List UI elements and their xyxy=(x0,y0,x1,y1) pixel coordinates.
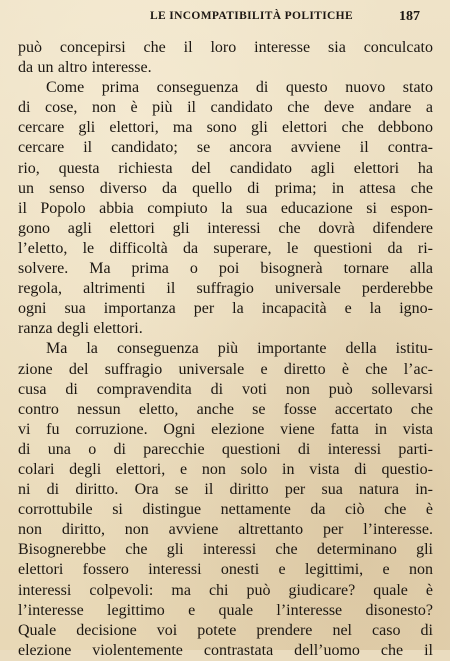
text-line: interessi colpevoli: ma chi può giudicare? quale è xyxy=(18,581,433,599)
text-line: contro nessun eletto, anche se fosse accertato che xyxy=(18,400,433,418)
text-line: colari degli elettori, e non solo in vista di questio- xyxy=(18,460,433,478)
text-line: Bisognerebbe che gli interessi che determinano gli xyxy=(18,541,433,559)
text-line: cercare gli elettori, ma sono gli elettori che debbono xyxy=(18,119,433,137)
text-line: il Popolo abbia compiuto la sua educazione si espon- xyxy=(18,199,433,217)
text-line: gono agli elettori gli interessi che dovrà difendere xyxy=(18,219,433,237)
text-line: Quale decisione voi potete prendere nel caso di xyxy=(18,621,433,639)
text-line: elettori fossero interessi onesti e legittimi, e non xyxy=(18,561,433,579)
text-line: elezione violentemente contrastata dell’uomo che il xyxy=(18,641,433,659)
text-line: solvere. Ma prima o poi bisognerà tornare alla xyxy=(18,260,433,278)
text-line: di cose, non è più il candidato che deve andare a xyxy=(18,99,433,117)
text-line: l’interesse legittimo e quale l’interesse disonesto? xyxy=(18,601,433,619)
text-line: non diritto, non avviene altrettanto per l’interesse. xyxy=(18,521,433,539)
text-line: zione del suffragio universale e diretto è che l’ac- xyxy=(18,360,433,378)
text-line: rio, questa richiesta del candidato agli elettori ha xyxy=(18,159,433,177)
text-line: un senso diverso da quello di prima; in attesa che xyxy=(18,179,433,197)
text-line: Ma la conseguenza più importante della istitu- xyxy=(46,340,433,358)
text-line: di una o di parecchie questioni di interessi parti- xyxy=(18,440,433,458)
running-title: LE INCOMPATIBILITÀ POLITICHE xyxy=(150,10,353,22)
text-line: Come prima conseguenza di questo nuovo stato xyxy=(46,79,433,97)
text-line: da un altro interesse. xyxy=(18,59,152,77)
text-line: corrottubile si distingue nettamente da ciò che è xyxy=(18,501,433,519)
page-number: 187 xyxy=(399,9,420,24)
paragraph xyxy=(18,339,433,661)
paragraph xyxy=(18,38,433,78)
text-line: vi fu corruzione. Ogni elezione viene fatta in vista xyxy=(18,420,433,438)
body-text xyxy=(18,38,433,661)
text-line: ni di diritto. Ora se il diritto per sua natura in- xyxy=(18,481,433,499)
text-line: cercare il candidato; se ancora avviene il contra- xyxy=(18,139,433,157)
text-line: può concepirsi che il loro interesse sia conculcato xyxy=(18,39,433,56)
text-line: cusa di compravendita di voti non può sollevarsi xyxy=(18,380,433,398)
text-line: ogni sua importanza per la incapacità e la igno- xyxy=(18,300,433,318)
text-line: regola, altrimenti il suffragio universale perderebbe xyxy=(18,280,433,298)
paragraph xyxy=(18,78,433,339)
page-header xyxy=(150,10,420,28)
text-line: ranza degli elettori. xyxy=(18,320,143,338)
text-line: l’eletto, le difficoltà da superare, le questioni da ri- xyxy=(18,239,433,257)
